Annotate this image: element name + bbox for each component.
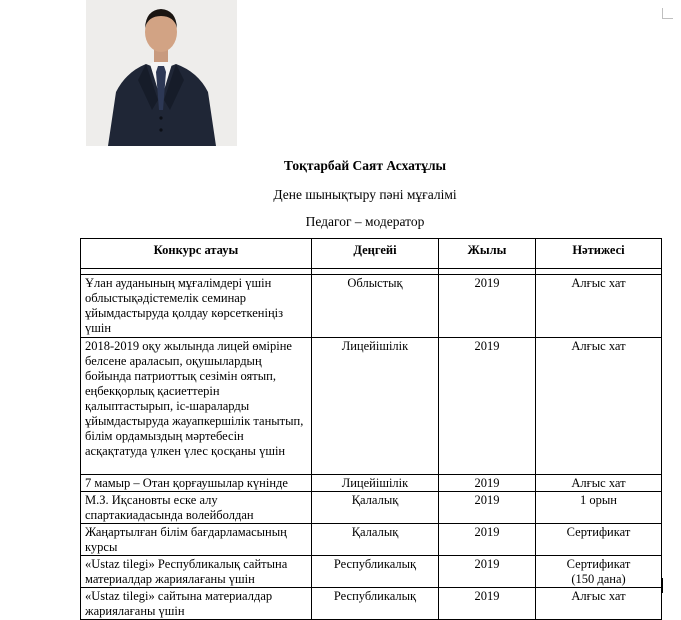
result-note: (150 дана)	[571, 572, 626, 586]
table-row	[81, 475, 662, 492]
cell-level: Лицейішілік	[312, 338, 439, 475]
cell-title: 7 мамыр – Отан қорғаушылар күнінде	[81, 475, 312, 492]
cell-year: 2019	[439, 524, 536, 556]
cell-result: Алғыс хат	[536, 275, 662, 338]
header-year: Жылы	[439, 239, 536, 269]
cell-result: Алғыс хат	[536, 338, 662, 475]
cell-year: 2019	[439, 475, 536, 492]
table-row	[81, 275, 662, 338]
header-level: Деңгейі	[312, 239, 439, 269]
teacher-position: Дене шынықтыру пәні мұғалімі	[273, 187, 457, 202]
table-row	[81, 588, 662, 620]
cell-title: 2018-2019 оқу жылында лицей өміріне белсене араласып, оқушылардың бойында патриоттық сезімін оятып, еңбекқорлық қасиеттерін қалыптастырып, іс-шараларды ұйымдастыруда жауапкершілік танытып, білім ордамыздың мәртебесін асқақтатуда үлкен үлес қосқаны үшін	[81, 338, 312, 475]
table-header-row	[81, 239, 662, 269]
cell-level: Лицейішілік	[312, 475, 439, 492]
header-result: Нәтижесі	[536, 239, 662, 269]
cell-level: Қалалық	[312, 492, 439, 524]
result-text: Сертификат	[566, 557, 631, 571]
cell-year: 2019	[439, 588, 536, 620]
profile-photo	[86, 0, 237, 146]
cell-result	[536, 556, 662, 588]
teacher-category: Педагог – модератор	[305, 214, 425, 229]
header-contest: Конкурс атауы	[81, 239, 312, 269]
cell-level: Республикалық	[312, 556, 439, 588]
cell-level: Облыстық	[312, 275, 439, 338]
cell-year: 2019	[439, 338, 536, 475]
cell-title: «Ustaz tilegi» сайтына материалдар жариялағаны үшін	[81, 588, 312, 620]
cell-result: 1 орын	[536, 492, 662, 524]
cell-title: Жаңартылған білім бағдарламасының курсы	[81, 524, 312, 556]
page-corner-mark	[662, 8, 673, 19]
cell-result: Алғыс хат	[536, 475, 662, 492]
text-cursor	[662, 578, 663, 593]
awards-table	[80, 238, 662, 620]
table-row	[81, 556, 662, 588]
table-row	[81, 524, 662, 556]
table-row	[81, 338, 662, 475]
cell-year: 2019	[439, 556, 536, 588]
table-row	[81, 492, 662, 524]
cell-title: Ұлан ауданының мұғалімдері үшін облыстықәдістемелік семинар ұйымдастыруда қолдау көрсеткеніңіз үшін	[81, 275, 312, 338]
cell-result: Алғыс хат	[536, 588, 662, 620]
cell-year: 2019	[439, 275, 536, 338]
cell-level: Республикалық	[312, 588, 439, 620]
teacher-name: Тоқтарбай Саят Асхатұлы	[283, 158, 447, 173]
cell-result: Сертификат	[536, 524, 662, 556]
cell-title: М.З. Иқсановты еске алу спартакиадасында волейболдан	[81, 492, 312, 524]
cell-title: «Ustaz tilegi» Республикалық сайтына материалдар жариялағаны үшін	[81, 556, 312, 588]
cell-year: 2019	[439, 492, 536, 524]
cell-level: Қалалық	[312, 524, 439, 556]
